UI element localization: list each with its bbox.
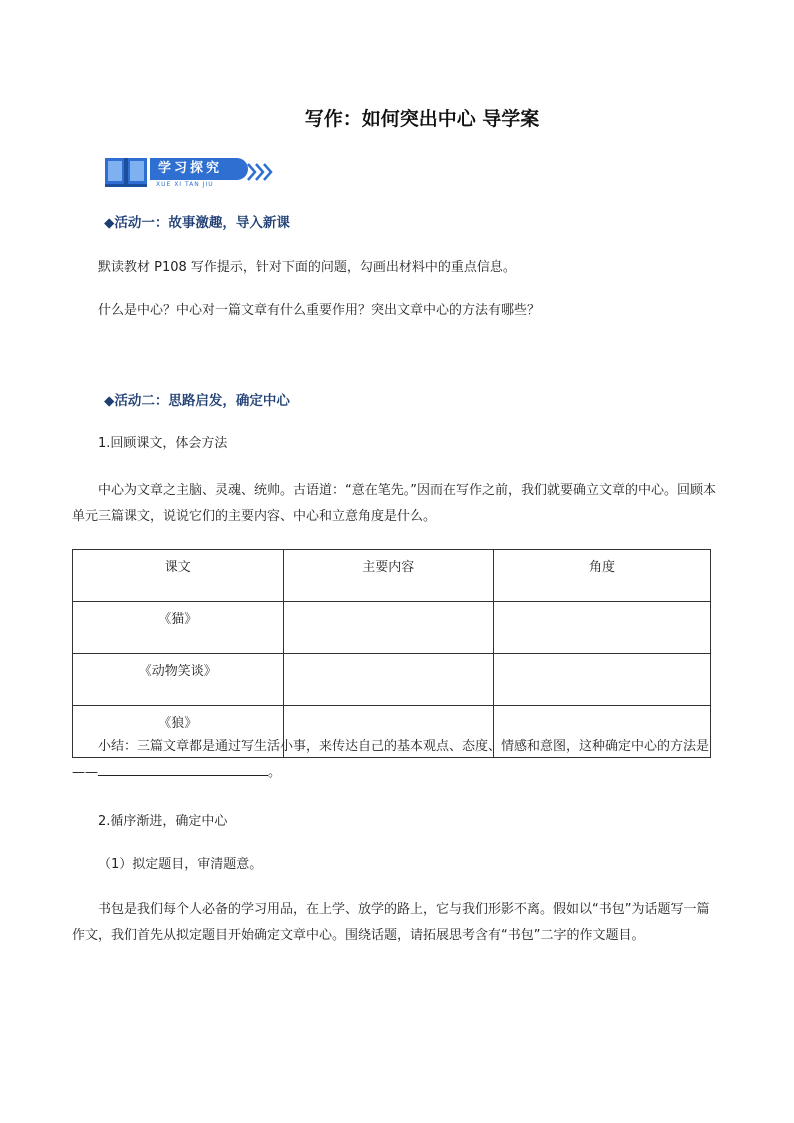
lesson-table bbox=[72, 549, 711, 758]
subsection-2-heading: 2.循序渐进，确定中心 bbox=[98, 814, 228, 829]
table-cell bbox=[283, 602, 494, 654]
table-cell bbox=[283, 654, 494, 706]
page-title: 写作：如何突出中心 导学案 bbox=[304, 108, 540, 130]
summary-text: 小结：三篇文章都是通过写生活小事，来传达自己的基本观点、态度、情感和意图，这种确定中心的方法是—— bbox=[72, 739, 710, 780]
table-cell bbox=[494, 654, 711, 706]
table-header-cell: 角度 bbox=[494, 550, 711, 602]
fill-in-blank[interactable] bbox=[98, 761, 268, 776]
subsection-1-heading: 1.回顾课文，体会方法 bbox=[98, 436, 228, 451]
subsection-2-1-heading: （1）拟定题目，审清题意。 bbox=[98, 857, 263, 872]
book-icon bbox=[104, 156, 148, 188]
table-header-cell: 主要内容 bbox=[283, 550, 494, 602]
activity-one-paragraph-1: 默读教材 P108 写作提示，针对下面的问题，勾画出材料中的重点信息。 bbox=[98, 260, 516, 275]
summary-paragraph bbox=[72, 734, 722, 786]
section-banner bbox=[104, 154, 274, 190]
banner-pinyin: XUE XI TAN JIU bbox=[156, 181, 214, 188]
table-cell bbox=[494, 602, 711, 654]
activity-two-paragraph-2: 书包是我们每个人必备的学习用品，在上学、放学的路上，它与我们形影不离。假如以“书包”为话题写一篇作文，我们首先从拟定题目开始确定文章中心。围绕话题，请拓展思考含有“书包”二字的作文题目。 bbox=[72, 902, 710, 943]
table-header-cell: 课文 bbox=[73, 550, 284, 602]
activity-one-heading: ◆活动一：故事激趣，导入新课 bbox=[104, 215, 290, 231]
banner-label: 学习探究 bbox=[150, 158, 248, 180]
chevron-right-icon bbox=[246, 162, 274, 182]
activity-one-paragraph-2: 什么是中心？中心对一篇文章有什么重要作用？突出文章中心的方法有哪些？ bbox=[98, 303, 541, 318]
table-header-row bbox=[73, 550, 711, 602]
table-cell: 《猫》 bbox=[73, 602, 284, 654]
table-row bbox=[73, 602, 711, 654]
table-row bbox=[73, 654, 711, 706]
activity-two-heading: ◆活动二：思路启发，确定中心 bbox=[104, 393, 290, 409]
table-cell: 《动物笑谈》 bbox=[73, 654, 284, 706]
summary-end: 。 bbox=[268, 765, 282, 780]
table-cell: 《狼》 bbox=[73, 706, 284, 758]
activity-two-paragraph-1: 中心为文章之主脑、灵魂、统帅。古语道：“意在笔先。”因而在写作之前，我们就要确立文章的中心。回顾本单元三篇课文，说说它们的主要内容、中心和立意角度是什么。 bbox=[72, 483, 716, 524]
